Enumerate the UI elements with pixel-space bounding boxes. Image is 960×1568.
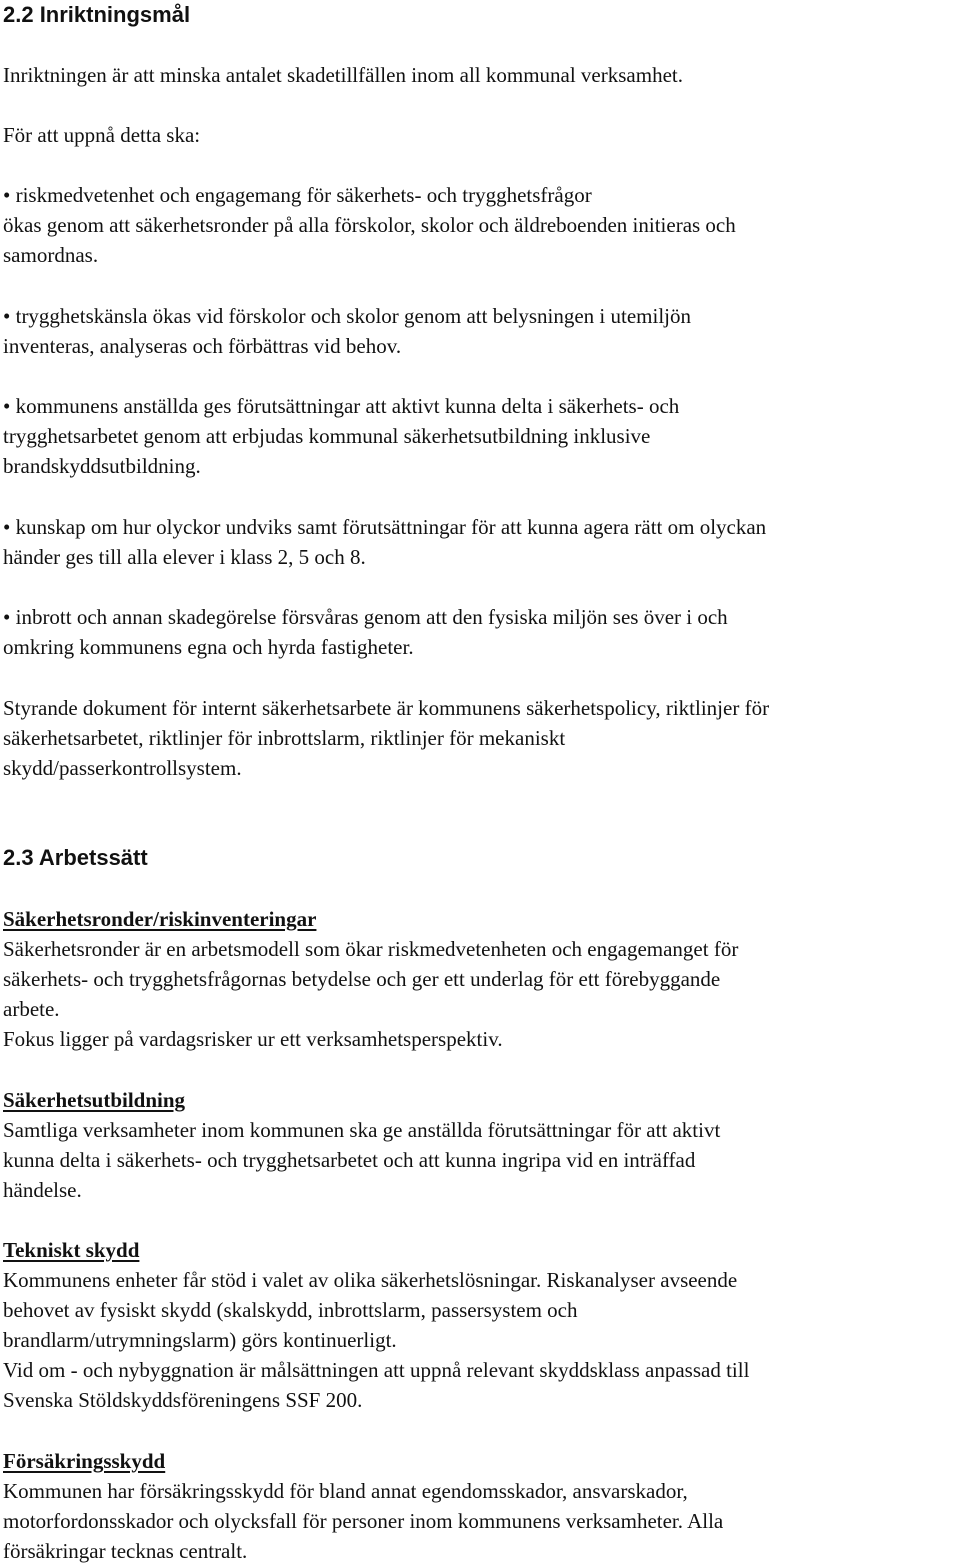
subsection-technical-protection: Tekniskt skydd Kommunens enheter får stöd i valet av olika säkerhetslösningar. Riskanalyser avseende behovet av fysiskt skydd (skalskydd, inbrottslarm, passersystem och brandlarm/utrymningslarm) görs kontinuerligt. Vid om - och nybyggnation är målsättningen att uppnå relevant skyddsklass anpassad till Svenska Stöldskyddsföreningens SSF 200. [3,1235,960,1415]
subsection-safety-training: Säkerhetsutbildning Samtliga verksamheter inom kommunen ska ge anställda förutsättningar för att aktivt kunna delta i säkerhets- och trygghetsarbetet och att kunna ingripa vid en inträffad händelse. [3,1085,960,1205]
section-heading-2-3: 2.3 Arbetssätt [3,845,148,870]
subsection-safety-rounds: Säkerhetsronder/riskinventeringar Säkerhetsronder är en arbetsmodell som ökar riskmedvetenheten och engagemanget för säkerhets- och trygghetsfrågornas betydelse och ger ett underlag för ett förebyggande arbete. Fokus ligger på vardagsrisker ur ett verksamhetsperspektiv. [3,904,960,1054]
bullet-item: • inbrott och annan skadegörelse försvåras genom att den fysiska miljön ses över i och omkring kommunens egna och hyrda fastigheter. [3,602,960,662]
closing-paragraph: Styrande dokument för internt säkerhetsarbete är kommunens säkerhetspolicy, riktlinjer för säkerhetsarbetet, riktlinjer för inbrottslarm, riktlinjer för mekaniskt skydd/passerkontrollsystem. [3,696,770,780]
subsection-insurance: Försäkringsskydd Kommunen har försäkringsskydd för bland annat egendomsskador, ansvarskador, motorfordonsskador och olycksfall för personer inom kommunens verksamheter. Alla försäkringar tecknas centralt. [3,1446,960,1566]
subsection-title: Säkerhetsutbildning [3,1088,186,1112]
bullet-item: • trygghetskänsla ökas vid förskolor och skolor genom att belysningen i utemiljön inventeras, analyseras och förbättras vid behov. [3,301,960,361]
bullet-item: • kunskap om hur olyckor undviks samt förutsättningar för att kunna agera rätt om olyckan händer ges till alla elever i klass 2, 5 och 8. [3,512,960,572]
subsection-title: Tekniskt skydd [3,1238,140,1262]
bullet-item: • kommunens anställda ges förutsättningar att aktivt kunna delta i säkerhets- och trygghetsarbetet genom att erbjudas kommunal säkerhetsutbildning inklusive brandskyddsutbildning. [3,391,960,481]
subsection-title: Försäkringsskydd [3,1449,166,1473]
section-heading-2-2: 2.2 Inriktningsmål [3,2,191,27]
intro-paragraph: Inriktningen är att minska antalet skadetillfällen inom all kommunal verksamhet. [3,63,683,87]
bullet-item: • riskmedvetenhet och engagemang för säkerhets- och trygghetsfrågor ökas genom att säkerhetsronder på alla förskolor, skolor och äldreboenden initieras och samordnas. [3,180,960,270]
subsection-title: Säkerhetsronder/riskinventeringar [3,907,317,931]
lead-paragraph: För att uppnå detta ska: [3,123,201,147]
